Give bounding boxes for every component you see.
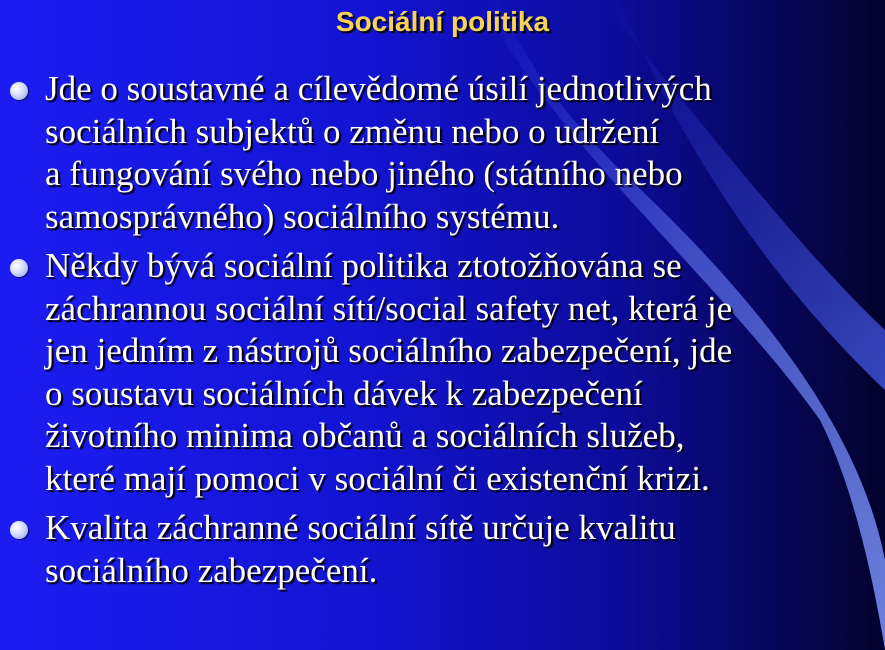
bullet-1-line-3: a fungování svého nebo jiného (státního nebo (45, 154, 683, 193)
bullet-dot-icon (10, 521, 28, 539)
bullet-item-2 (0, 245, 885, 500)
bullet-3-line-1: Kvalita záchranné sociální sítě určuje kvalitu (45, 508, 676, 547)
bullet-item-1 (0, 68, 885, 238)
bullet-dot-icon (10, 259, 28, 277)
bullet-1-line-1: Jde o soustavné a cílevědomé úsilí jednotlivých (45, 69, 712, 108)
bullet-2-line-2: záchrannou sociální sítí/social safety net, která je (45, 288, 733, 328)
bullet-2-line-5: životního minima občanů a sociálních služeb, (45, 416, 685, 455)
bullet-item-3 (0, 507, 885, 592)
bullet-1-line-2: sociálních subjektů o změnu nebo o udržení (45, 111, 660, 151)
bullet-dot-icon (10, 82, 28, 100)
bullet-2-line-3: jen jedním z nástrojů sociálního zabezpečení, jde (45, 331, 733, 370)
bullet-2-line-4: o soustavu sociálních dávek k zabezpečení (45, 373, 643, 413)
bullet-3-line-2: sociálního zabezpečení. (45, 550, 378, 590)
slide-title: Sociální politika (335, 6, 550, 37)
bullet-2-line-1: Někdy bývá sociální politika ztotožňována se (45, 246, 682, 285)
bullet-2-line-6: které mají pomoci v sociální či existenční krizi. (45, 458, 710, 498)
bullet-list (0, 68, 885, 599)
bullet-1-line-4: samosprávného) sociálního systému. (45, 196, 560, 236)
